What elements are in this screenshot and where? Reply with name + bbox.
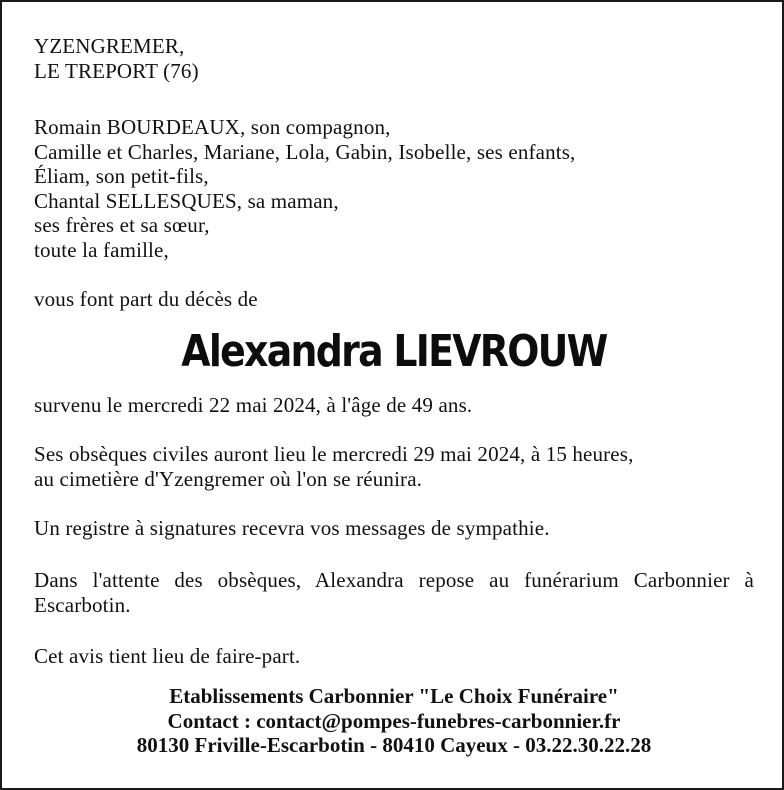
- family-line-5: ses frères et sa sœur,: [34, 213, 210, 237]
- death-date-text: [34, 393, 754, 418]
- location-heading: [34, 34, 754, 83]
- family-line-4: Chantal SELLESQUES, sa maman,: [34, 188, 339, 213]
- funeral-line-2: au cimetière d'Yzengremer où l'on se réunira.: [34, 466, 423, 491]
- deceased-name: Alexandra LIEVROUW: [181, 326, 607, 377]
- closing-text: [34, 644, 754, 669]
- closing-line: Cet avis tient lieu de faire-part.: [34, 644, 301, 668]
- announcement-line: vous font part du décès de: [34, 287, 258, 311]
- location-line-1: YZENGREMER,: [34, 34, 185, 58]
- rest-location-text: Dans l'attente des obsèques, Alexandra repose au funérarium Carbonnier à Escarbotin.: [34, 568, 754, 617]
- location-line-2: LE TREPORT (76): [34, 58, 199, 83]
- funeral-home-contact: Contact : contact@pompes-funebres-carbonnier.fr: [167, 708, 621, 733]
- funeral-line-1: Ses obsèques civiles auront lieu le mercredi 29 mai 2024, à 15 heures,: [34, 442, 634, 466]
- family-line-2: Camille et Charles, Mariane, Lola, Gabin, Isobelle, ses enfants,: [34, 139, 576, 164]
- funeral-home-address: 80130 Friville-Escarbotin - 80410 Cayeux - 03.22.30.22.28: [136, 733, 652, 757]
- family-line-1: Romain BOURDEAUX, son compagnon,: [34, 115, 391, 139]
- family-line-6: toute la famille,: [34, 237, 169, 262]
- registry-line: Un registre à signatures recevra vos messages de sympathie.: [34, 516, 550, 540]
- family-line-3: Éliam, son petit-fils,: [34, 164, 209, 188]
- funeral-home-name: Etablissements Carbonnier "Le Choix Funéraire": [169, 684, 619, 708]
- announcement-text: [34, 287, 754, 312]
- family-list: [34, 115, 754, 262]
- funeral-details: [34, 442, 754, 491]
- funeral-home-footer: [2, 684, 784, 758]
- death-date-line: survenu le mercredi 22 mai 2024, à l'âge de 49 ans.: [34, 393, 473, 417]
- registry-text: [34, 516, 754, 541]
